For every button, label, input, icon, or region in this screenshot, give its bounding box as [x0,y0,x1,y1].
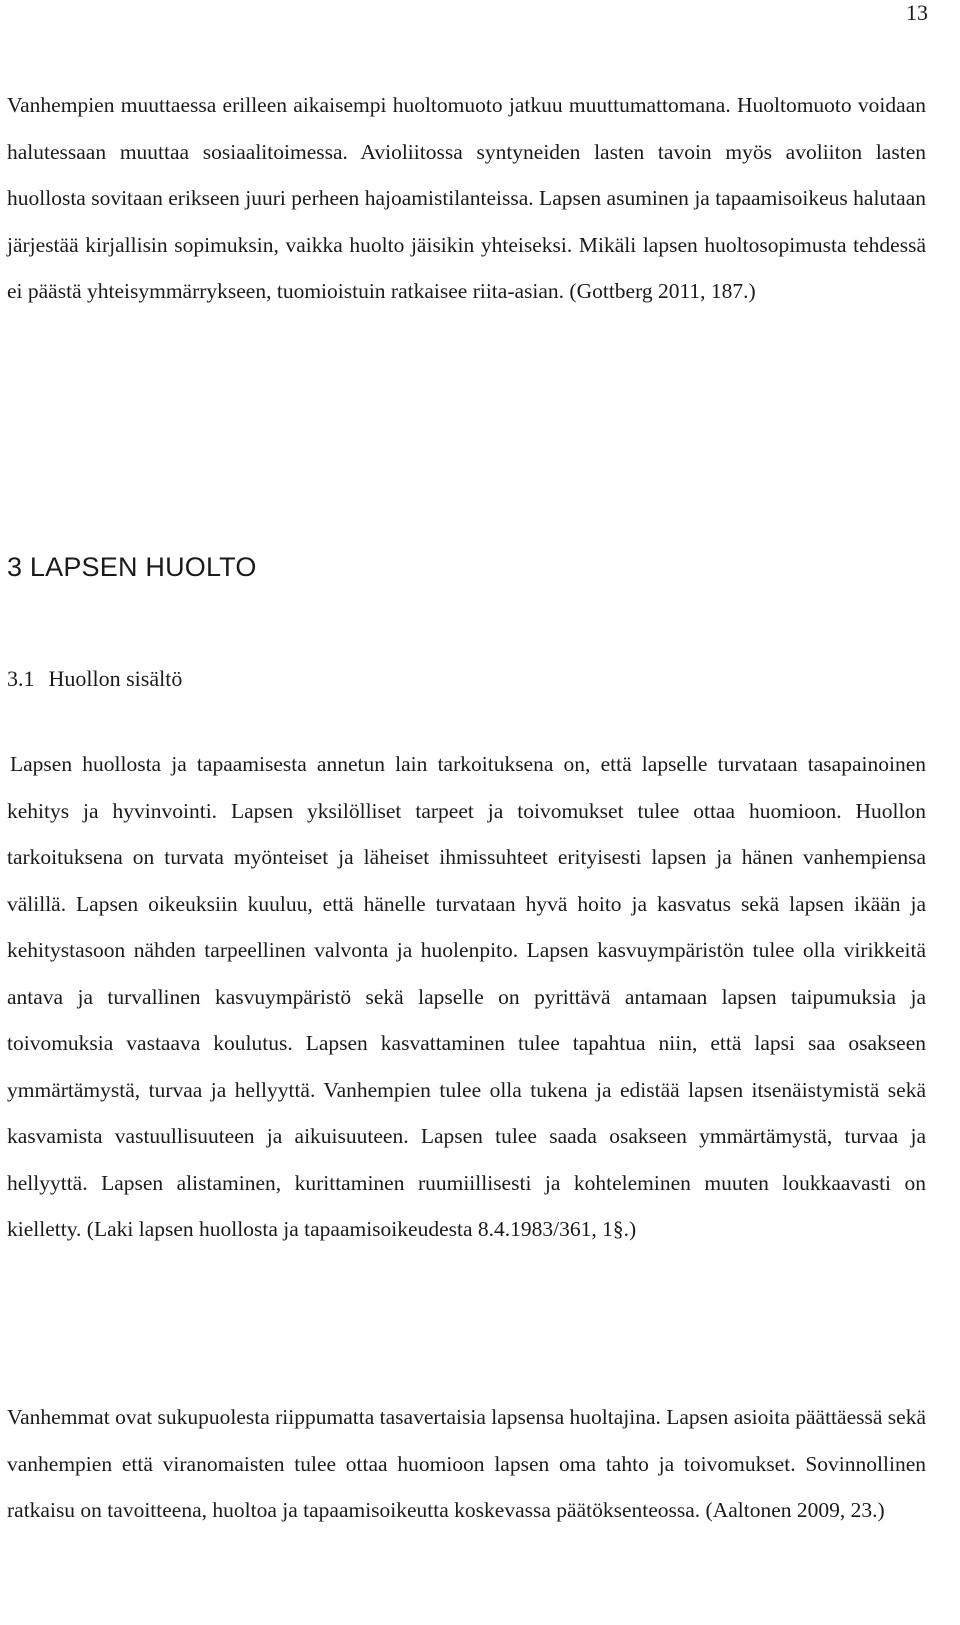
paragraph-parents-equality: Vanhemmat ovat sukupuolesta riippumatta tasavertaisia lapsensa huoltajina. Lapsen asioita päättäessä sekä vanhempien että viranomaisten tulee ottaa huomioon lapsen oma tahto ja toivomukset. Sovinnollinen ratkaisu on tavoitteena, huoltoa ja tapaamisoikeutta koskevassa päätöksenteossa. (Aaltonen 2009, 23.) [7,1405,926,1522]
paragraph-custody-change: Vanhempien muuttaessa erilleen aikaisempi huoltomuoto jatkuu muuttumattomana. Huoltomuoto voidaan halutessaan muuttaa sosiaalitoimessa. Avioliitossa syntyneiden lasten tavoin myös avoliiton lasten huollosta sovitaan erikseen juuri perheen hajoamistilanteissa. Lapsen asuminen ja tapaamisoikeus halutaan järjestää kirjallisin sopimuksin, vaikka huolto jäisikin yhteiseksi. Mikäli lapsen huoltosopimusta tehdessä ei päästä yhteisymmärrykseen, tuomioistuin ratkaisee riita-asian. (Gottberg 2011, 187.) [7,93,926,303]
chapter-heading: 3 LAPSEN HUOLTO [7,552,257,582]
section-title: Huollon sisältö [48,666,183,691]
section-number: 3.1 [7,666,35,691]
paragraph-law-purpose: Lapsen huollosta ja tapaamisesta annetun lain tarkoituksena on, että lapselle turvataan tasapainoinen kehitys ja hyvinvointi. Lapsen yksilölliset tarpeet ja toivomukset tulee ottaa huomioon. Huollon tarkoituksena on turvata myönteiset ja läheiset ihmissuhteet erityisesti lapsen ja hänen vanhempiensa välillä. Lapsen oikeuksiin kuuluu, että hänelle turvataan hyvä hoito ja kasvatus sekä lapsen ikään ja kehitystasoon nähden tarpeellinen valvonta ja huolenpito. Lapsen kasvuympäristön tulee olla virikkeitä antava ja turvallinen kasvuympäristö sekä lapselle on pyrittävä antamaan lapsen taipumuksia ja toivomuksia vastaava koulutus. Lapsen kasvattaminen tulee tapahtua niin, että lapsi saa osakseen ymmärtämystä, turvaa ja hellyyttä. Vanhempien tulee olla tukena ja edistää lapsen itsenäistymistä sekä kasvamista vastuullisuuteen ja aikuisuuteen. Lapsen tulee saada osakseen ymmärtämystä, turvaa ja hellyyttä. Lapsen alistaminen, kurittaminen ruumiillisesti ja kohteleminen muuten loukkaavasti on kielletty. (Laki lapsen huollosta ja tapaamisoikeudesta 8.4.1983/361, 1§.) [7,752,926,1241]
page-number: 13 [906,0,928,25]
section-heading [7,664,182,694]
